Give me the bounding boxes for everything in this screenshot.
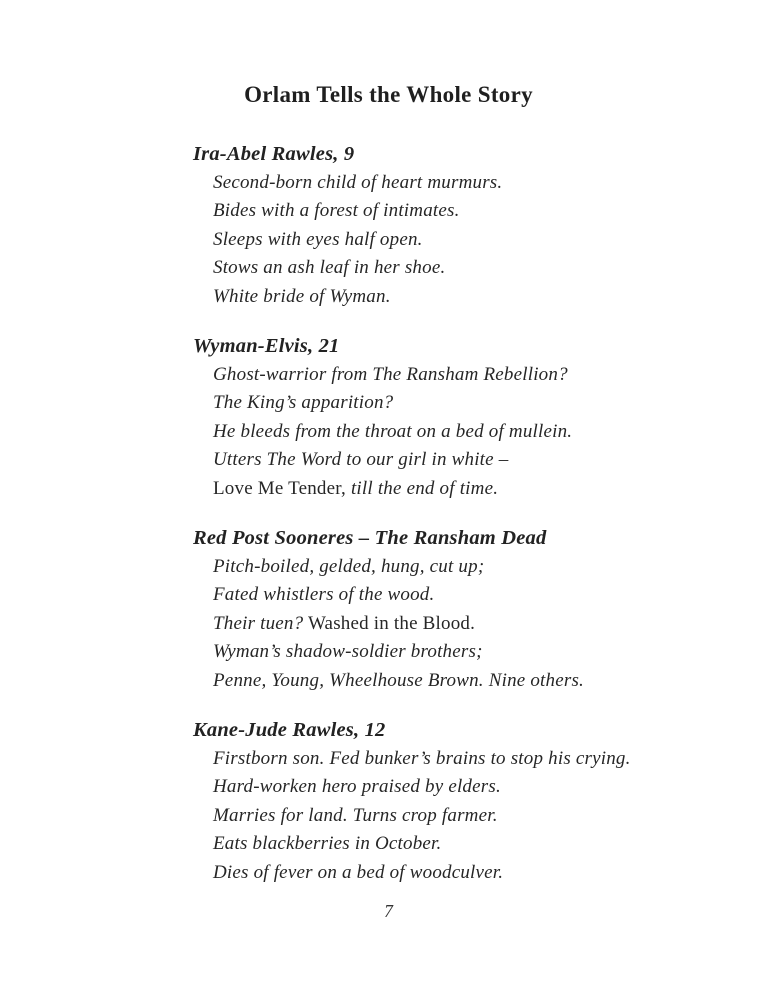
section-heading: Red Post Sooneres – The Ransham Dead (193, 527, 547, 549)
verse-text: Their tuen? (213, 612, 304, 634)
verse-line (193, 283, 737, 312)
verse-line (193, 361, 737, 390)
verse-text: Eats blackberries in October. (213, 833, 442, 854)
verse-line (193, 745, 737, 774)
section-heading: Wyman-Elvis, 21 (193, 335, 340, 357)
verse-line (193, 802, 737, 831)
section-red-post-sooneres (193, 524, 737, 695)
verse-line (193, 638, 737, 667)
verse-line (193, 667, 737, 696)
verse-text: Bides with a forest of intimates. (213, 200, 460, 221)
verse-line (193, 830, 737, 859)
verse-text: Firstborn son. Fed bunker’s brains to stop his crying. (213, 747, 631, 769)
verse-text: Second-born child of heart murmurs. (213, 171, 503, 193)
verse-text: Wyman’s shadow-soldier brothers; (213, 641, 483, 662)
page-number: 7 (384, 901, 393, 921)
verse-line (193, 581, 737, 610)
verse-line (193, 169, 737, 198)
verse-line (193, 610, 737, 639)
page-content (193, 140, 737, 908)
verse-text: The King’s apparition? (213, 392, 394, 413)
verse-text-roman: Love Me Tender, (213, 477, 346, 499)
verse-line (193, 859, 737, 888)
section-wyman-elvis (193, 332, 737, 503)
verse-text: Marries for land. Turns crop farmer. (213, 804, 498, 826)
section-heading: Kane-Jude Rawles, 12 (193, 719, 386, 741)
verse-text: Dies of fever on a bed of woodculver. (213, 861, 504, 883)
verse-text: Fated whistlers of the wood. (213, 584, 435, 605)
section-heading: Ira-Abel Rawles, 9 (193, 143, 355, 165)
verse-text: till the end of time. (346, 477, 499, 499)
verse-text: Pitch-boiled, gelded, hung, cut up; (213, 555, 485, 577)
verse-text: Hard-worken hero praised by elders. (213, 776, 501, 797)
verse-line (193, 254, 737, 283)
verse-line (193, 197, 737, 226)
verse-line (193, 475, 737, 504)
section-kane-jude-rawles (193, 716, 737, 887)
verse-text: Utters The Word to our girl in white – (213, 449, 509, 470)
verse-line (193, 389, 737, 418)
verse-text: Stows an ash leaf in her shoe. (213, 257, 446, 278)
verse-text: Ghost-warrior from The Ransham Rebellion? (213, 363, 568, 385)
verse-line (193, 773, 737, 802)
verse-text: He bleeds from the throat on a bed of mullein. (213, 420, 573, 442)
page-title: Orlam Tells the Whole Story (244, 82, 533, 107)
verse-line (193, 226, 737, 255)
section-ira-abel-rawles (193, 140, 737, 311)
verse-text-roman: Washed in the Blood. (303, 612, 476, 634)
verse-text: White bride of Wyman. (213, 285, 391, 307)
verse-text: Penne, Young, Wheelhouse Brown. Nine others. (213, 669, 584, 691)
verse-text: Sleeps with eyes half open. (213, 228, 423, 250)
verse-line (193, 553, 737, 582)
verse-line (193, 418, 737, 447)
verse-line (193, 446, 737, 475)
